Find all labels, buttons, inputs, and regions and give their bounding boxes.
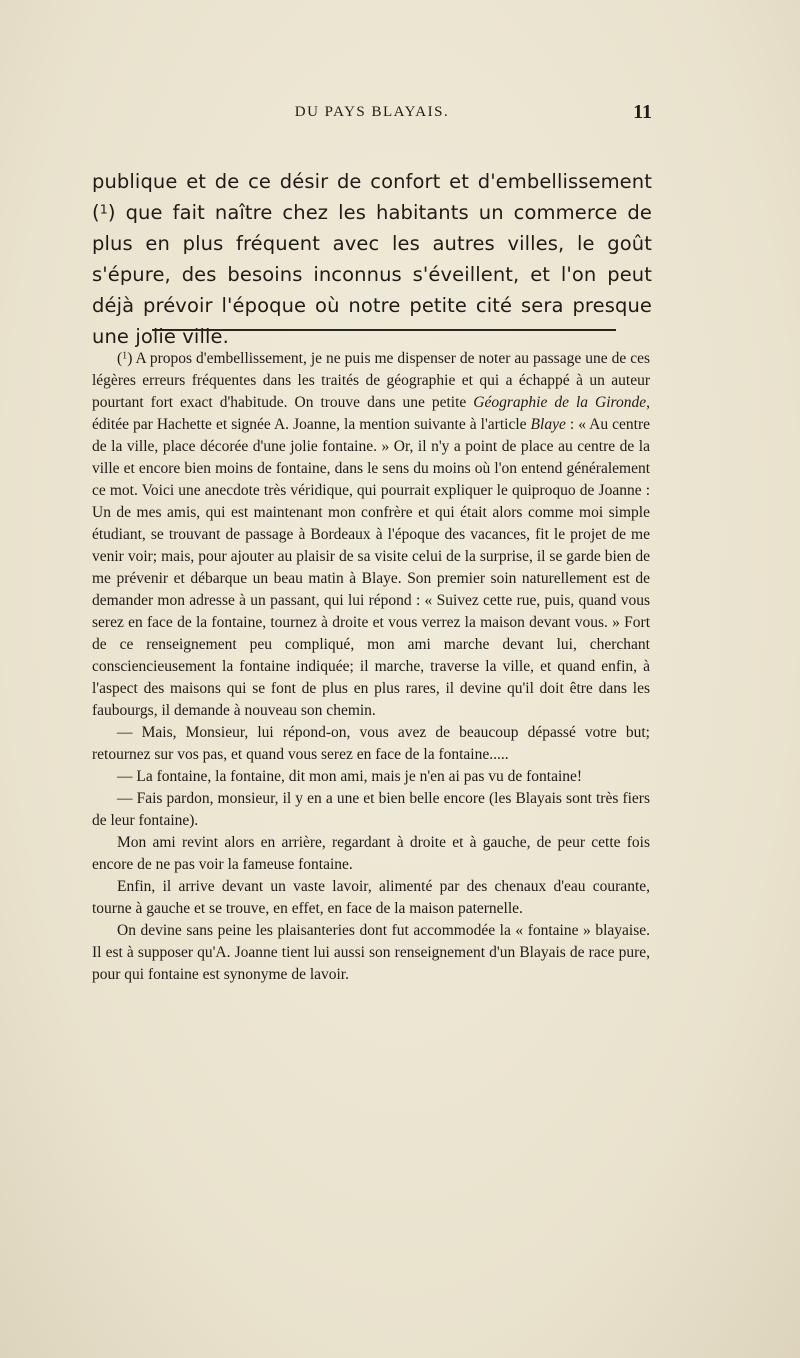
article-title-blaye: Blaye	[530, 416, 566, 433]
footnote-paragraph-7: On devine sans peine les plaisanteries dont fut accommodée la « fontaine » blayaise. Il est à supposer qu'A. Joanne tient lui aussi son renseignement d'un Blayais de race pure, pour qui fontaine est synonyme de lavoir.	[92, 922, 650, 983]
footnote-text-c: : « Au centre de la ville, place décorée d'une jolie fontaine. » Or, il n'y a point de place au centre de la ville et encore bien moins de fontaine, dans le sens du moins où l'on entend généralement ce mot. Voici une anecdote très véridique, qui pourrait expliquer le quiproquo de Joanne : Un de mes amis, qui est maintenant mon confrère et qui était alors comme moi simple étudiant, se trouvant de passage à Bordeaux à l'époque des vacances, fit le projet de me venir voir; mais, pour ajouter au plaisir de sa visite celui de la surprise, il se garde bien de me prévenir et débarque un beau matin à Blaye. Son premier soin naturellement est de demander mon adresse à un passant, qui lui répond : « Suivez cette rue, puis, quand vous serez en face de la fontaine, tournez à droite et vous verrez la maison devant vous. » Fort de ce renseignement peu compliqué, mon ami marche devant lui, cherchant consciencieusement la fontaine indiquée; il marche, traverse la ville, et quand enfin, à l'aspect des maisons qui se font de plus en plus rares, il devine qu'il doit être dans les faubourgs, il demande à nouveau son chemin.	[92, 416, 650, 719]
footnote-paragraph-2: — Mais, Monsieur, lui répond-on, vous avez de beaucoup dépassé votre but; retournez sur vos pas, et quand vous serez en face de la fontaine.....	[92, 724, 650, 763]
footnote-paragraph-3: — La fontaine, la fontaine, dit mon ami, mais je n'en ai pas vu de fontaine!	[117, 768, 583, 785]
main-text-part-2: ) que fait naître chez les habitants un commerce de plus en plus fréquent avec les autres villes, le goût s'épure, des besoins inconnus s'éveillent, et l'on peut déjà prévoir l'époque où notre petite cité sera presque une jolie ville.	[92, 201, 652, 348]
footnote-reference: 1	[99, 201, 108, 217]
footnote-paragraph-5: Mon ami revint alors en arrière, regardant à droite et à gauche, de peur cette fois encore de ne pas voir la fameuse fontaine.	[92, 834, 650, 873]
footnote	[92, 348, 650, 986]
footnote-text-b: , éditée par Hachette et signée A. Joanne, la mention suivante à l'article	[92, 394, 650, 433]
footnote-text-a: A propos d'embellissement, je ne puis me dispenser de noter au passage une de ces légères erreurs fréquentes dans les traités de géographie et qui a échappé à un auteur pourtant fort exact d'habitude. On trouve dans une petite	[92, 350, 650, 411]
footnote-separator	[152, 329, 616, 331]
footnote-label-number: 1	[122, 350, 128, 362]
page-number: 11	[633, 101, 652, 123]
footnote-label-close: )	[127, 350, 133, 367]
main-paragraph	[92, 166, 652, 352]
page-header	[92, 101, 652, 128]
footnote-paragraph-4: — Fais pardon, monsieur, il y en a une et bien belle encore (les Blayais sont très fiers de leur fontaine).	[92, 790, 650, 829]
footnote-label-open: (	[117, 350, 123, 367]
main-text-part-1: publique et de ce désir de confort et d'embellissement (	[92, 170, 652, 224]
running-title: DU PAYS BLAYAIS.	[294, 104, 450, 120]
footnote-paragraph-1	[92, 348, 650, 722]
book-title-geographie: Géographie de la Gironde	[473, 394, 647, 411]
footnote-paragraph-6: Enfin, il arrive devant un vaste lavoir, alimenté par des chenaux d'eau courante, tourne à gauche et se trouve, en effet, en face de la maison paternelle.	[92, 878, 650, 917]
